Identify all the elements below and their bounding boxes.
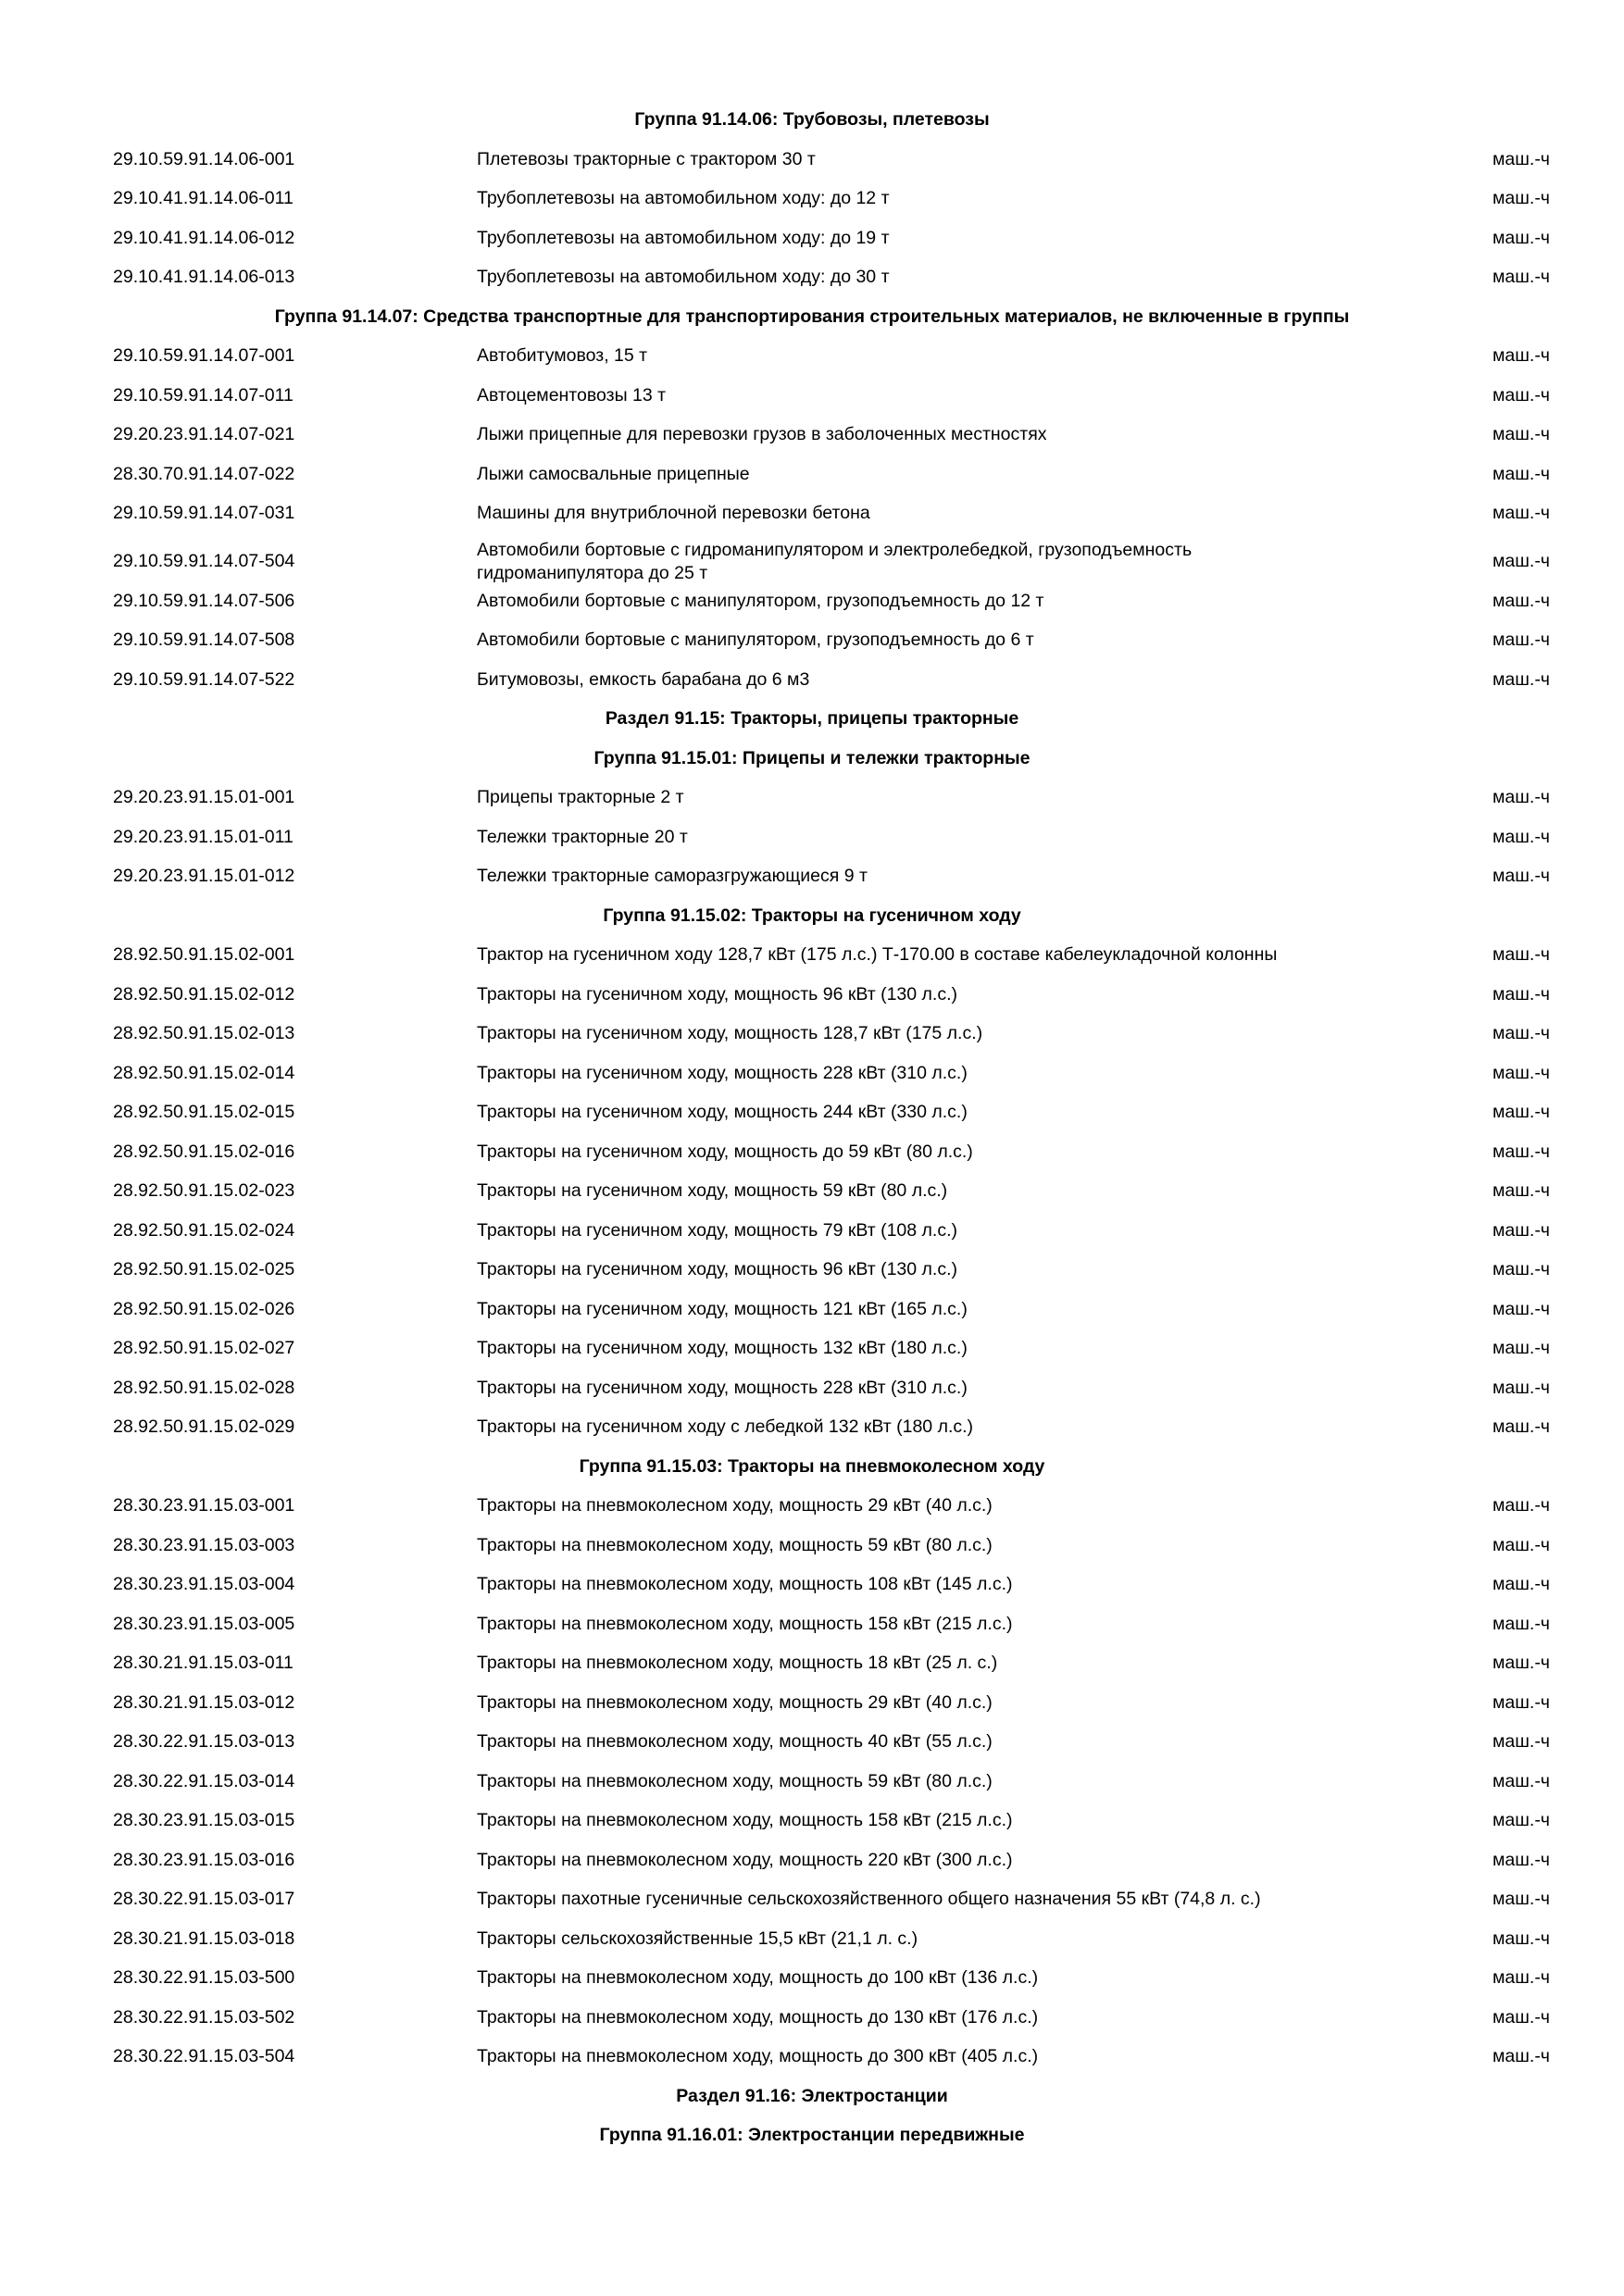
section-heading: Раздел 91.16: Электростанции <box>676 2085 948 2106</box>
resource-code: 29.10.41.91.14.06-012 <box>113 227 295 248</box>
unit-of-measure: маш.-ч <box>1493 1377 1550 1398</box>
unit-of-measure: маш.-ч <box>1493 503 1550 523</box>
resource-code: 29.20.23.91.14.07-021 <box>113 424 295 444</box>
resource-code: 29.10.41.91.14.06-011 <box>113 188 294 208</box>
resource-name: Тракторы на гусеничном ходу, мощность 132 кВт (180 л.с.) <box>477 1338 968 1358</box>
resource-name: Тракторы на пневмоколесном ходу, мощность 29 кВт (40 л.с.) <box>477 1495 993 1516</box>
unit-of-measure: маш.-ч <box>1493 1849 1550 1870</box>
resource-name: Прицепы тракторные 2 т <box>477 787 684 807</box>
section-heading: Группа 91.16.01: Электростанции передвижные <box>599 2125 1025 2145</box>
resource-code: 29.10.41.91.14.06-013 <box>113 267 295 287</box>
resource-code: 28.92.50.91.15.02-028 <box>113 1377 295 1398</box>
unit-of-measure: маш.-ч <box>1493 1338 1550 1358</box>
unit-of-measure: маш.-ч <box>1493 1810 1550 1830</box>
unit-of-measure: маш.-ч <box>1493 267 1550 287</box>
resource-name: Тракторы на пневмоколесном ходу, мощность 158 кВт (215 л.с.) <box>477 1613 1013 1634</box>
section-heading: Группа 91.15.01: Прицепы и тележки тракторные <box>593 747 1031 768</box>
resource-code: 29.10.59.91.14.06-001 <box>113 148 295 169</box>
unit-of-measure: маш.-ч <box>1493 1770 1550 1791</box>
resource-code: 28.30.22.91.15.03-017 <box>113 1889 295 1909</box>
resource-name: Тракторы на пневмоколесном ходу, мощность до 300 кВт (405 л.с.) <box>477 2046 1039 2066</box>
resource-code: 28.92.50.91.15.02-027 <box>113 1338 295 1358</box>
resource-name-line-2: гидроманипулятора до 25 т <box>477 562 708 583</box>
resource-code: 29.10.59.91.14.07-506 <box>113 590 295 611</box>
unit-of-measure: маш.-ч <box>1493 1416 1550 1437</box>
resource-code: 28.92.50.91.15.02-014 <box>113 1062 295 1083</box>
resource-name: Трактор на гусеничном ходу 128,7 кВт (175 л.с.) Т-170.00 в составе кабелеукладочной колонны <box>477 944 1278 965</box>
unit-of-measure: маш.-ч <box>1493 1691 1550 1713</box>
resource-name: Автомобили бортовые с манипулятором, грузоподъемность до 6 т <box>477 630 1034 650</box>
unit-of-measure: маш.-ч <box>1493 1731 1550 1752</box>
resource-code: 28.30.21.91.15.03-011 <box>113 1653 294 1673</box>
resource-name: Тракторы пахотные гусеничные сельскохозяйственного общего назначения 55 кВт (74,8 л. с.) <box>477 1889 1261 1909</box>
resource-name: Тракторы на гусеничном ходу, мощность 128,7 кВт (175 л.с.) <box>477 1023 983 1043</box>
unit-of-measure: маш.-ч <box>1493 1495 1550 1516</box>
resource-name: Тракторы на гусеничном ходу, мощность 228 кВт (310 л.с.) <box>477 1377 968 1398</box>
resource-name: Лыжи самосвальные прицепные <box>477 463 750 484</box>
resource-code: 28.92.50.91.15.02-016 <box>113 1141 295 1162</box>
resource-code: 29.10.59.91.14.07-031 <box>113 503 295 523</box>
unit-of-measure: маш.-ч <box>1493 944 1550 965</box>
unit-of-measure: маш.-ч <box>1493 1534 1550 1555</box>
unit-of-measure: маш.-ч <box>1493 1141 1550 1162</box>
resource-name: Тракторы на гусеничном ходу, мощность до 59 кВт (80 л.с.) <box>477 1141 973 1162</box>
resource-name: Трубоплетевозы на автомобильном ходу: до 12 т <box>477 188 890 208</box>
unit-of-measure: маш.-ч <box>1493 1219 1550 1241</box>
unit-of-measure: маш.-ч <box>1493 1298 1550 1319</box>
section-heading: Группа 91.15.03: Тракторы на пневмоколесном ходу <box>579 1455 1045 1477</box>
resource-code: 28.92.50.91.15.02-015 <box>113 1102 295 1122</box>
unit-of-measure: маш.-ч <box>1493 227 1550 248</box>
unit-of-measure: маш.-ч <box>1493 983 1550 1004</box>
resource-name: Тракторы на пневмоколесном ходу, мощность 108 кВт (145 л.с.) <box>477 1574 1013 1594</box>
resource-code: 28.30.23.91.15.03-015 <box>113 1810 295 1830</box>
resource-name: Тракторы на гусеничном ходу, мощность 96 кВт (130 л.с.) <box>477 983 957 1004</box>
unit-of-measure: маш.-ч <box>1493 424 1550 444</box>
unit-of-measure: маш.-ч <box>1493 1062 1550 1083</box>
resource-name: Автомобили бортовые с манипулятором, грузоподъемность до 12 т <box>477 590 1044 611</box>
resource-name: Тракторы на пневмоколесном ходу, мощность 59 кВт (80 л.с.) <box>477 1770 993 1791</box>
section-heading: Раздел 91.15: Тракторы, прицепы тракторные <box>605 708 1019 729</box>
resource-code: 28.92.50.91.15.02-025 <box>113 1259 295 1279</box>
resource-code: 29.10.59.91.14.07-001 <box>113 345 295 366</box>
resource-code: 28.30.21.91.15.03-012 <box>113 1691 295 1713</box>
unit-of-measure: маш.-ч <box>1493 345 1550 366</box>
unit-of-measure: маш.-ч <box>1493 1180 1550 1201</box>
unit-of-measure: маш.-ч <box>1493 1259 1550 1279</box>
resource-code: 28.30.22.91.15.03-504 <box>113 2046 295 2066</box>
resource-code: 28.30.22.91.15.03-502 <box>113 2006 295 2028</box>
resource-code: 29.10.59.91.14.07-504 <box>113 550 295 571</box>
section-heading: Группа 91.15.02: Тракторы на гусеничном ходу <box>603 905 1021 926</box>
resource-name: Тракторы на пневмоколесном ходу, мощность до 100 кВт (136 л.с.) <box>477 1967 1039 1988</box>
resource-name: Тракторы на гусеничном ходу, мощность 59 кВт (80 л.с.) <box>477 1180 948 1201</box>
resource-code: 29.20.23.91.15.01-011 <box>113 826 294 847</box>
resource-name: Тракторы на пневмоколесном ходу, мощность 59 кВт (80 л.с.) <box>477 1534 993 1555</box>
unit-of-measure: маш.-ч <box>1493 550 1550 571</box>
resource-name: Тележки тракторные саморазгружающиеся 9 т <box>477 866 868 886</box>
resource-code: 29.20.23.91.15.01-012 <box>113 866 295 886</box>
resource-code: 28.30.22.91.15.03-014 <box>113 1770 295 1791</box>
unit-of-measure: маш.-ч <box>1493 826 1550 847</box>
resource-code: 28.30.23.91.15.03-016 <box>113 1849 295 1870</box>
resource-code: 29.10.59.91.14.07-522 <box>113 668 295 690</box>
resource-code: 28.92.50.91.15.02-013 <box>113 1023 295 1043</box>
resource-code: 29.10.59.91.14.07-011 <box>113 384 294 406</box>
table-row <box>0 533 1624 591</box>
resource-name: Тракторы на пневмоколесном ходу, мощность 18 кВт (25 л. с.) <box>477 1653 998 1673</box>
resource-name: Тракторы сельскохозяйственные 15,5 кВт (21,1 л. с.) <box>477 1928 918 1949</box>
resource-name: Автобитумовоз, 15 т <box>477 345 648 366</box>
resource-name: Битумовозы, емкость барабана до 6 м3 <box>477 668 810 690</box>
resource-code: 29.10.59.91.14.07-508 <box>113 630 295 650</box>
resource-name: Плетевозы тракторные с трактором 30 т <box>477 148 816 169</box>
resource-name: Лыжи прицепные для перевозки грузов в заболоченных местностях <box>477 424 1047 444</box>
resource-code: 28.30.21.91.15.03-018 <box>113 1928 295 1949</box>
resource-name: Тележки тракторные 20 т <box>477 826 688 847</box>
unit-of-measure: маш.-ч <box>1493 787 1550 807</box>
resource-code: 28.92.50.91.15.02-029 <box>113 1416 295 1437</box>
section-heading: Группа 91.14.06: Трубовозы, плетевозы <box>634 109 990 130</box>
resource-name: Тракторы на гусеничном ходу с лебедкой 132 кВт (180 л.с.) <box>477 1416 974 1437</box>
resource-code: 28.92.50.91.15.02-012 <box>113 983 295 1004</box>
unit-of-measure: маш.-ч <box>1493 668 1550 690</box>
resource-code: 28.92.50.91.15.02-023 <box>113 1180 295 1201</box>
resource-name: Тракторы на пневмоколесном ходу, мощность 220 кВт (300 л.с.) <box>477 1849 1013 1870</box>
resource-name-line-1: Автомобили бортовые с гидроманипулятором и электролебедкой, грузоподъемность <box>477 539 1193 560</box>
unit-of-measure: маш.-ч <box>1493 1928 1550 1949</box>
resource-code: 28.92.50.91.15.02-026 <box>113 1298 295 1319</box>
resource-name: Трубоплетевозы на автомобильном ходу: до 19 т <box>477 227 890 248</box>
resource-code: 29.20.23.91.15.01-001 <box>113 787 295 807</box>
unit-of-measure: маш.-ч <box>1493 1023 1550 1043</box>
resource-code: 28.30.23.91.15.03-005 <box>113 1613 295 1634</box>
unit-of-measure: маш.-ч <box>1493 630 1550 650</box>
resource-name: Тракторы на гусеничном ходу, мощность 96 кВт (130 л.с.) <box>477 1259 957 1279</box>
resource-name: Тракторы на пневмоколесном ходу, мощность 29 кВт (40 л.с.) <box>477 1691 993 1713</box>
resource-code: 28.92.50.91.15.02-024 <box>113 1219 295 1241</box>
resource-code: 28.30.22.91.15.03-013 <box>113 1731 295 1752</box>
unit-of-measure: маш.-ч <box>1493 2006 1550 2028</box>
unit-of-measure: маш.-ч <box>1493 1574 1550 1594</box>
resource-name: Машины для внутриблочной перевозки бетона <box>477 503 870 523</box>
unit-of-measure: маш.-ч <box>1493 866 1550 886</box>
resource-name: Тракторы на пневмоколесном ходу, мощность 158 кВт (215 л.с.) <box>477 1810 1013 1830</box>
unit-of-measure: маш.-ч <box>1493 384 1550 406</box>
resource-name: Тракторы на гусеничном ходу, мощность 244 кВт (330 л.с.) <box>477 1102 968 1122</box>
section-heading: Группа 91.14.07: Средства транспортные для транспортирования строительных материалов, не включенные в группы <box>274 306 1350 327</box>
resource-name: Тракторы на гусеничном ходу, мощность 79 кВт (108 л.с.) <box>477 1219 957 1241</box>
resource-code: 28.30.70.91.14.07-022 <box>113 463 295 484</box>
resource-name: Тракторы на гусеничном ходу, мощность 121 кВт (165 л.с.) <box>477 1298 968 1319</box>
unit-of-measure: маш.-ч <box>1493 1967 1550 1988</box>
unit-of-measure: маш.-ч <box>1493 590 1550 611</box>
resource-name: Тракторы на пневмоколесном ходу, мощность до 130 кВт (176 л.с.) <box>477 2006 1039 2028</box>
unit-of-measure: маш.-ч <box>1493 148 1550 169</box>
unit-of-measure: маш.-ч <box>1493 1613 1550 1634</box>
resource-name: Трубоплетевозы на автомобильном ходу: до 30 т <box>477 267 890 287</box>
unit-of-measure: маш.-ч <box>1493 1102 1550 1122</box>
resource-name: Автоцементовозы 13 т <box>477 384 667 406</box>
unit-of-measure: маш.-ч <box>1493 188 1550 208</box>
resource-code: 28.30.23.91.15.03-001 <box>113 1495 295 1516</box>
unit-of-measure: маш.-ч <box>1493 463 1550 484</box>
resource-code: 28.30.22.91.15.03-500 <box>113 1967 295 1988</box>
unit-of-measure: маш.-ч <box>1493 1653 1550 1673</box>
unit-of-measure: маш.-ч <box>1493 1889 1550 1909</box>
resource-code: 28.92.50.91.15.02-001 <box>113 944 295 965</box>
unit-of-measure: маш.-ч <box>1493 2046 1550 2066</box>
resource-code: 28.30.23.91.15.03-003 <box>113 1534 295 1555</box>
resource-name: Тракторы на пневмоколесном ходу, мощность 40 кВт (55 л.с.) <box>477 1731 993 1752</box>
resource-code: 28.30.23.91.15.03-004 <box>113 1574 295 1594</box>
resource-name: Тракторы на гусеничном ходу, мощность 228 кВт (310 л.с.) <box>477 1062 968 1083</box>
